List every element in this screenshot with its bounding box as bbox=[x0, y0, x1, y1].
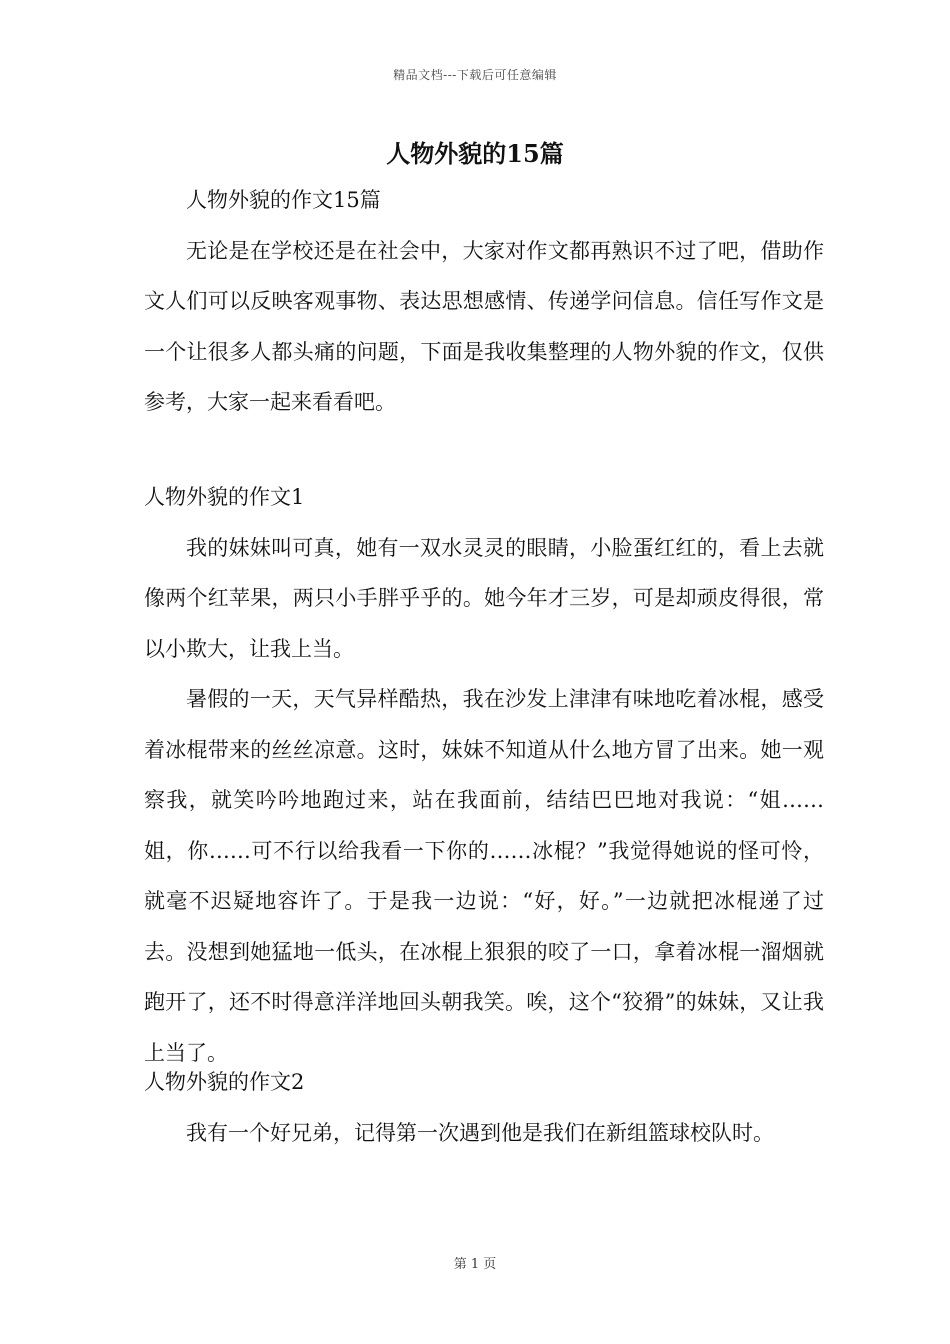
section-1 bbox=[144, 472, 824, 1078]
section-paragraph: 我有一个好兄弟，记得第一次遇到他是我们在新组篮球校队时。 bbox=[186, 1120, 774, 1145]
document-title: 人物外貌的15篇 bbox=[386, 139, 564, 168]
section-paragraph: 我的妹妹叫可真，她有一双水灵灵的眼睛，小脸蛋红红的，看上去就像两个红苹果，两只小手胖乎乎的。她今年才三岁，可是却顽皮得很，常以小欺大，让我上当。 bbox=[144, 535, 824, 661]
intro-block bbox=[144, 175, 824, 428]
intro-paragraph: 无论是在学校还是在社会中，大家对作文都再熟识不过了吧，借助作文人们可以反映客观事物、表达思想感情、传递学问信息。信任写作文是一个让很多人都头痛的问题，下面是我收集整理的人物外貌的作文，仅供参考，大家一起来看看吧。 bbox=[144, 238, 824, 414]
document-subtitle: 人物外貌的作文15篇 bbox=[186, 188, 381, 212]
page-header: 精品文档---下载后可任意编辑 bbox=[393, 68, 557, 82]
section-paragraph: 暑假的一天，天气异样酷热，我在沙发上津津有味地吃着冰棍，感受着冰棍带来的丝丝凉意。这时，妹妹不知道从什么地方冒了出来。她一观察我，就笑吟吟地跑过来，站在我面前，结结巴巴地对我说：“姐……姐，你……可不行以给我看一下你的……冰棍？”我觉得她说的怪可怜，就毫不迟疑地容许了。于是我一边说：“好，好。”一边就把冰棍递了过去。没想到她猛地一低头，在冰棍上狠狠的咬了一口，拿着冰棍一溜烟就跑开了，还不时得意洋洋地回头朝我笑。唉，这个“狡猾”的妹妹，又让我上当了。 bbox=[144, 687, 824, 1065]
page-number: 第 1 页 bbox=[453, 1257, 497, 1272]
section-2 bbox=[144, 1057, 824, 1158]
section-heading: 人物外貌的作文2 bbox=[144, 1070, 305, 1094]
section-heading: 人物外貌的作文1 bbox=[144, 485, 305, 509]
